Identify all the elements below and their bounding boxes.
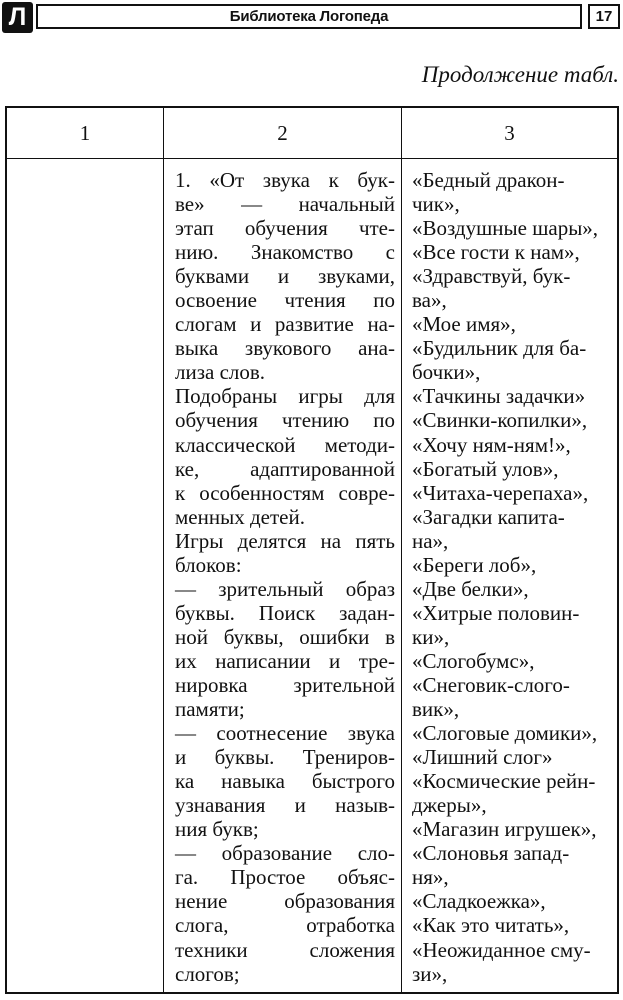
column-header-1: 1 [79, 121, 91, 145]
column-3-cell [412, 168, 617, 986]
description-line: блоков: [175, 552, 242, 577]
column-header-3: 3 [504, 121, 515, 145]
game-title-line: «Свинки-копилки», [412, 408, 588, 433]
game-title-line: «Слоновья запад- [412, 841, 570, 866]
game-title-line: ки», [412, 624, 450, 649]
game-title-line: джеры», [412, 793, 487, 818]
game-title-line: «Сладкоежка», [412, 889, 546, 914]
game-title-line: «Воздушные шары», [412, 216, 599, 241]
description-line: буквы. Поиск задан- [175, 600, 395, 625]
game-title-line: на», [412, 528, 449, 553]
series-logo: Л [2, 2, 33, 33]
game-title-line: «Снеговик-слого- [412, 672, 570, 697]
column-divider [163, 108, 164, 992]
page-number: 17 [588, 4, 620, 29]
game-title-line: ва», [412, 288, 447, 313]
game-title-line: «Читаха-черепаха», [412, 480, 589, 505]
description-line: их написании и тре- [175, 648, 395, 673]
game-title-line: «Хитрые половин- [412, 600, 580, 625]
description-line: техники сложения [175, 937, 395, 962]
description-line: узнавания и назыв- [175, 793, 395, 818]
game-title-line: «Две белки», [412, 576, 529, 601]
game-title-line: «Слоговые домики», [412, 721, 598, 746]
description-line: ка навыка быстрого [175, 769, 395, 794]
game-title-line: «Магазин игрушек», [412, 817, 597, 842]
description-line: — соотнесение звука [175, 721, 395, 746]
description-line: буквами и звуками, [175, 264, 395, 289]
description-line: выка звукового ана- [175, 336, 395, 361]
description-line: этап обучения чте- [175, 216, 395, 241]
description-line: — зрительный образ [175, 576, 395, 601]
column-header-2: 2 [277, 121, 288, 145]
description-line: слогам и развитие на- [175, 312, 395, 337]
description-line: классической методи- [175, 432, 395, 457]
game-title-line: «Загадки капита- [412, 504, 565, 529]
game-title-line: «Бедный дракон- [412, 168, 565, 192]
description-line: менных детей. [175, 504, 305, 529]
description-line: обучения чтению по [175, 408, 395, 433]
table [5, 106, 619, 994]
game-title-line: чик», [412, 192, 460, 217]
description-line: к особенностям совре- [175, 480, 395, 505]
game-title-line: «Все гости к нам», [412, 240, 580, 265]
description-line: и буквы. Трениров- [175, 745, 395, 770]
description-line: ке, адаптированной [175, 456, 395, 481]
game-title-line: «Будильник для ба- [412, 336, 587, 361]
column-2-cell [175, 168, 395, 986]
description-line: га. Простое объяс- [175, 865, 395, 890]
description-line: ве» — начальный [175, 192, 395, 217]
description-line: нение образования [175, 889, 395, 914]
description-line: ния букв; [175, 817, 259, 842]
description-line: лиза слов. [175, 360, 266, 385]
game-title-line: «Хочу ням-ням!», [412, 432, 571, 457]
game-title-line: «Слогобумс», [412, 648, 535, 673]
game-title-line: бочки», [412, 360, 481, 385]
description-line: слога, отработка [175, 913, 395, 938]
series-title: Библиотека Логопеда [229, 8, 389, 25]
description-line: памяти; [175, 697, 245, 722]
table-caption: Продолжение табл. [421, 62, 619, 87]
game-title-line: «Тачкины задачки» [412, 384, 586, 409]
description-line: 1. «От звука к бук- [175, 168, 395, 192]
description-line: освоение чтения по [175, 288, 395, 313]
game-title-line: «Лишний слог» [412, 745, 553, 770]
description-line: — образование сло- [175, 841, 395, 866]
running-header [36, 4, 582, 29]
description-line: слогов; [175, 961, 240, 986]
column-divider [401, 108, 402, 992]
header-divider [7, 158, 617, 159]
game-title-line: «Богатый улов», [412, 456, 559, 481]
description-line: Игры делятся на пять [175, 528, 395, 553]
game-title-line: зи», [412, 961, 448, 986]
game-title-line: «Береги лоб», [412, 552, 537, 577]
game-title-line: «Как это читать», [412, 913, 570, 938]
description-line: нию. Знакомство с [175, 240, 395, 265]
description-line: ной буквы, ошибки в [175, 624, 395, 649]
game-title-line: «Космические рейн- [412, 769, 596, 794]
description-line: нировка зрительной [175, 672, 395, 697]
game-title-line: ня», [412, 865, 449, 890]
game-title-line: вик», [412, 697, 460, 722]
game-title-line: «Мое имя», [412, 312, 516, 337]
game-title-line: «Здравствуй, бук- [412, 264, 571, 289]
game-title-line: «Неожиданное сму- [412, 937, 591, 962]
description-line: Подобраны игры для [175, 384, 395, 409]
